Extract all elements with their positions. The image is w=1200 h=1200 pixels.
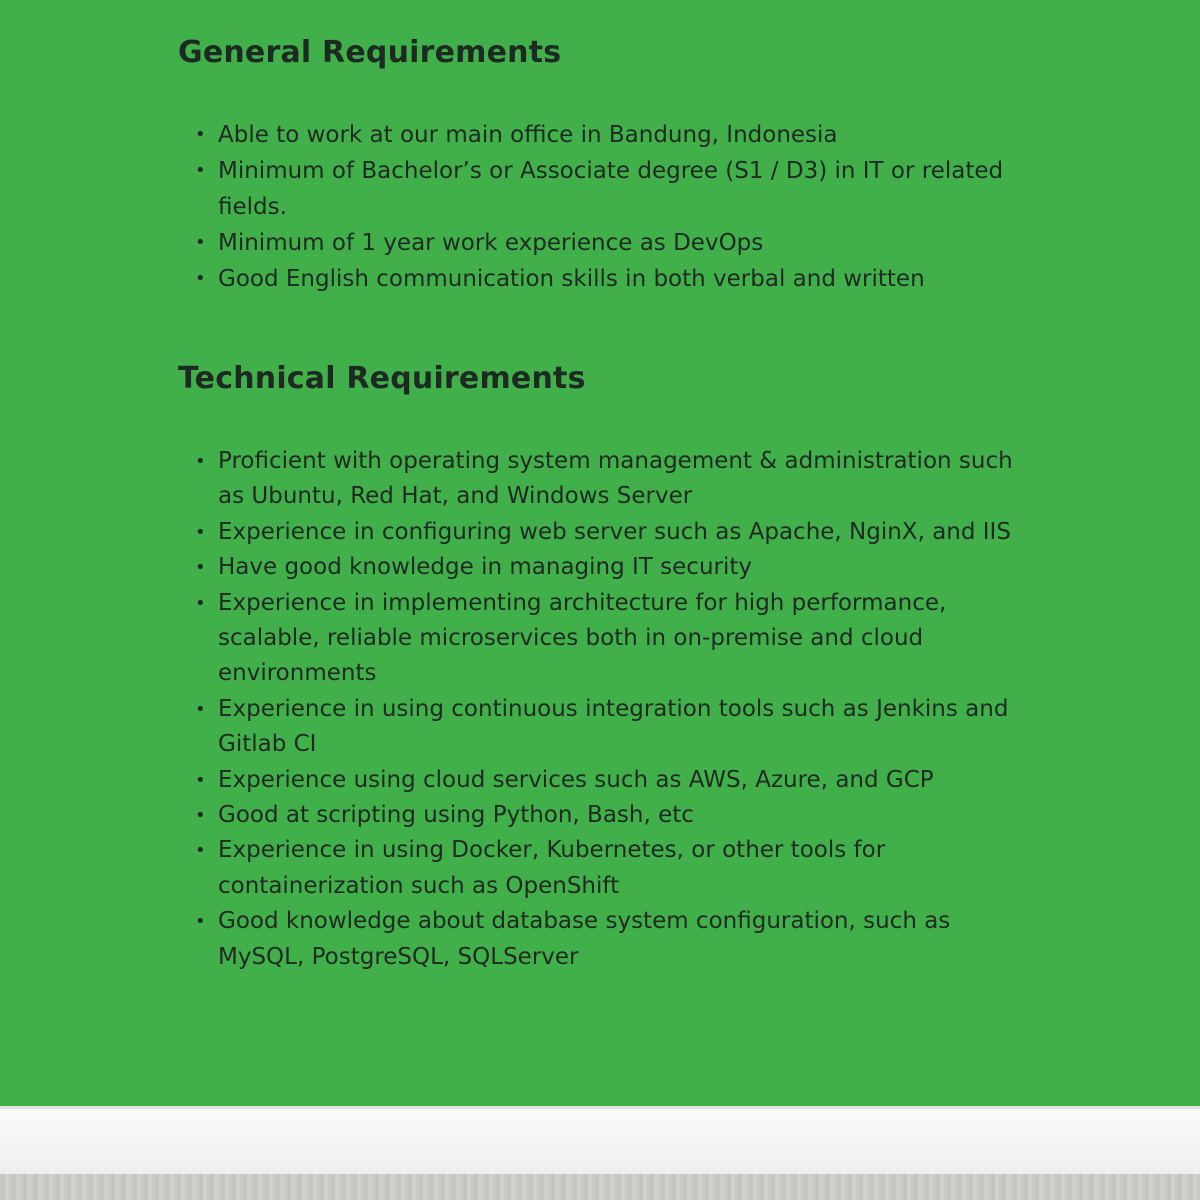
list-item [178,117,1038,153]
list-item-text: Experience in using Docker, Kubernetes, or other tools for containerization such as OpenShift [218,837,886,899]
list-item-text: Experience in using continuous integration tools such as Jenkins and Gitlab CI [218,695,1009,758]
list-item-text: Able to work at our main office in Bandung, Indonesia [218,122,838,148]
bullet-icon: • [195,557,206,579]
list-item [178,153,1038,225]
bullet-icon: • [195,769,206,791]
general-requirements-heading: General Requirements [178,35,562,70]
bullet-icon: • [195,268,206,289]
list-item-text: Experience in implementing architecture for high performance, scalable, reliable microservices both in on-premise and cloud environments [218,589,947,687]
baseboard-edge [0,1106,1200,1109]
bullet-icon: • [195,232,206,253]
list-item-text: Proficient with operating system management & administration such as Ubuntu, Red Hat, and Windows Server [218,448,1013,510]
bullet-icon: • [195,698,206,720]
list-item [178,798,1038,833]
list-item [178,763,1038,798]
bullet-icon: • [195,451,206,472]
bullet-icon: • [195,124,206,145]
list-item-text: Good knowledge about database system configuration, such as MySQL, PostgreSQL, SQLServer [218,908,951,970]
list-item [178,586,1038,692]
list-item [178,225,1038,261]
bullet-icon: • [195,805,206,827]
technical-requirements-list [178,444,1038,975]
list-item-text: Good at scripting using Python, Bash, etc [218,802,694,829]
list-item-text: Good English communication skills in both verbal and written [218,266,925,292]
bullet-icon: • [195,521,206,543]
list-item-text: Minimum of 1 year work experience as DevOps [218,230,764,256]
list-item [178,904,1038,975]
list-item [178,833,1038,904]
list-item [178,444,1038,515]
bullet-icon: • [195,840,206,862]
list-item [178,550,1038,585]
list-item-text: Experience in configuring web server such as Apache, NginX, and IIS [218,518,1011,545]
bullet-icon: • [195,160,206,181]
bullet-icon: • [195,911,206,933]
list-item [178,692,1038,763]
wooden-floor [0,1174,1200,1200]
general-requirements-list [178,117,1038,297]
baseboard [0,1106,1200,1174]
list-item-text: Have good knowledge in managing IT security [218,554,752,581]
list-item-text: Experience using cloud services such as AWS, Azure, and GCP [218,766,934,793]
list-item-text: Minimum of Bachelor’s or Associate degree (S1 / D3) in IT or related fields. [218,158,1004,220]
list-item [178,261,1038,297]
technical-requirements-heading: Technical Requirements [178,361,586,396]
list-item [178,515,1038,550]
bullet-icon: • [195,592,206,614]
